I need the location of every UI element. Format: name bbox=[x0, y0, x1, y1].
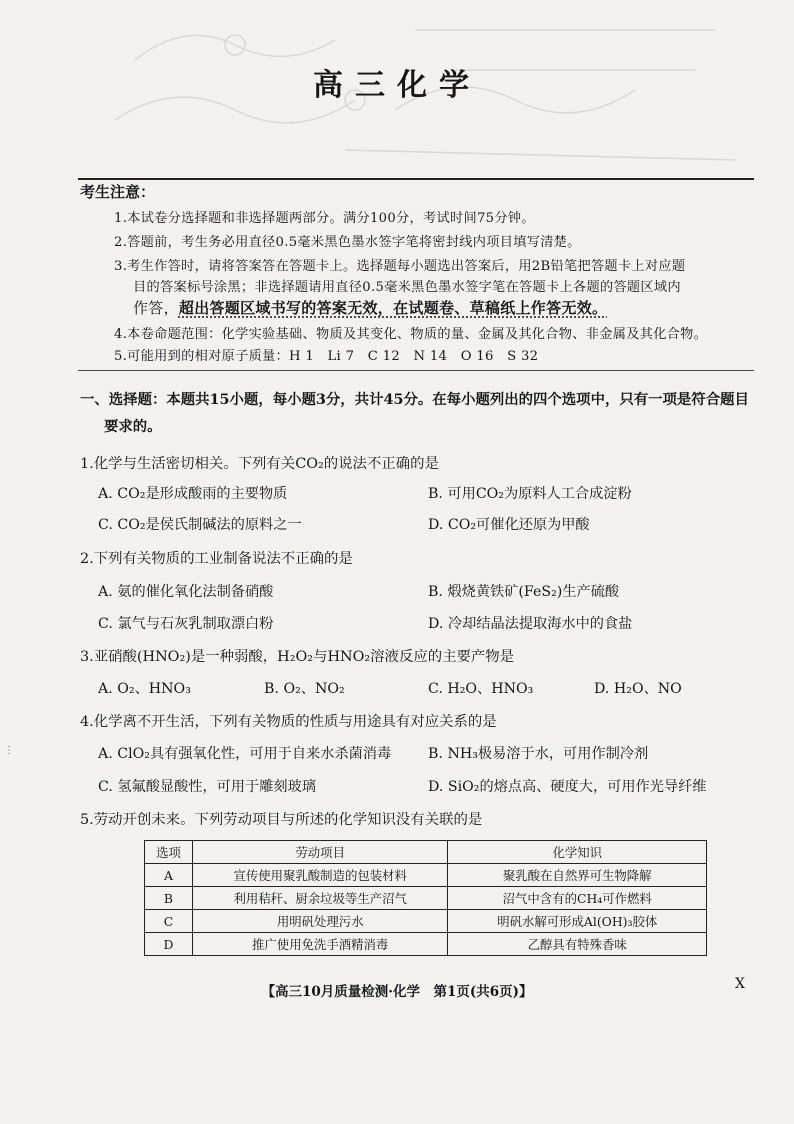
question-4-option-a: A. ClO₂具有强氧化性，可用于自来水杀菌消毒 bbox=[98, 746, 392, 762]
notice-item-3-line-3: 作答，超出答题区域书写的答案无效，在试题卷、草稿纸上作答无效。 bbox=[133, 299, 608, 317]
question-4-option-d: D. SiO₂的熔点高、硬度大，可用作光导纤维 bbox=[428, 779, 707, 795]
question-1-stem: 1.化学与生活密切相关。下列有关CO₂的说法不正确的是 bbox=[80, 456, 439, 472]
question-2-option-b: B. 煅烧黄铁矿(FeS₂)生产硫酸 bbox=[428, 584, 620, 600]
question-3-stem: 3.亚硝酸(HNO₂)是一种弱酸，H₂O₂与HNO₂溶液反应的主要产物是 bbox=[80, 649, 515, 665]
table-row bbox=[145, 910, 707, 933]
section-heading: 一、选择题：本题共15小题，每小题3分，共计45分。在每小题列出的四个选项中，只有一项是符合题目 bbox=[80, 391, 749, 408]
question-5-table bbox=[144, 840, 707, 956]
notice-heading: 考生注意： bbox=[80, 183, 156, 201]
notice-item-5: 5.可能用到的相对原子质量：H 1 Li 7 C 12 N 14 O 16 S 32 bbox=[114, 349, 539, 364]
notice-rule bbox=[78, 370, 754, 371]
page-footer: 【高三10月质量检测·化学 第1页(共6页)】 bbox=[261, 984, 533, 1000]
table-header-cell: 选项 bbox=[145, 841, 193, 864]
question-4-option-c: C. 氢氟酸显酸性，可用于雕刻玻璃 bbox=[98, 779, 316, 795]
notice-item-4: 4.本卷命题范围：化学实验基础、物质及其变化、物质的量、金属及其化合物、非金属及其化合物。 bbox=[114, 327, 708, 342]
page-title: 高三化学 bbox=[313, 68, 481, 103]
header-rule bbox=[78, 178, 754, 180]
question-1-option-d: D. CO₂可催化还原为甲酸 bbox=[428, 517, 590, 533]
table-row bbox=[145, 864, 707, 887]
table-cell: 乙醇具有特殊香味 bbox=[448, 933, 707, 956]
table-cell: B bbox=[145, 887, 193, 910]
notice-item-3-line-2: 目的答案标号涂黑；非选择题请用直径0.5毫米黑色墨水签字笔在答题卡上各题的答题区域内 bbox=[133, 280, 681, 295]
table-cell: 沼气中含有的CH₄可作燃料 bbox=[448, 887, 707, 910]
question-4-stem: 4.化学离不开生活，下列有关物质的性质与用途具有对应关系的是 bbox=[80, 714, 497, 730]
table-header-row bbox=[145, 841, 707, 864]
margin-tick-icon: ⋮ bbox=[4, 745, 14, 756]
notice-item-3: 3.考生作答时，请将答案答在答题卡上。选择题每小题选出答案后，用2B铅笔把答题卡上对应题 bbox=[114, 259, 686, 274]
question-5-stem: 5.劳动开创未来。下列劳动项目与所述的化学知识没有关联的是 bbox=[80, 812, 483, 828]
question-1-option-c: C. CO₂是侯氏制碱法的原料之一 bbox=[98, 517, 302, 533]
table-cell: 聚乳酸在自然界可生物降解 bbox=[448, 864, 707, 887]
corner-mark: X bbox=[735, 976, 745, 992]
question-2-stem: 2.下列有关物质的工业制备说法不正确的是 bbox=[80, 551, 353, 567]
table-header-cell: 劳动项目 bbox=[192, 841, 448, 864]
table-row bbox=[145, 933, 707, 956]
question-3-option-a: A. O₂、HNO₃ bbox=[98, 681, 191, 697]
table-cell: 推广使用免洗手酒精消毒 bbox=[192, 933, 448, 956]
notice-item-1: 1.本试卷分选择题和非选择题两部分。满分100分，考试时间75分钟。 bbox=[114, 211, 535, 226]
question-2-option-c: C. 氯气与石灰乳制取漂白粉 bbox=[98, 616, 274, 632]
table-row bbox=[145, 887, 707, 910]
question-3-option-d: D. H₂O、NO bbox=[594, 681, 682, 697]
notice-item-2: 2.答题前，考生务必用直径0.5毫米黑色墨水签字笔将密封线内项目填写清楚。 bbox=[114, 235, 581, 250]
table-cell: A bbox=[145, 864, 193, 887]
question-3-option-b: B. O₂、NO₂ bbox=[264, 681, 345, 697]
question-2-option-a: A. 氨的催化氧化法制备硝酸 bbox=[98, 584, 274, 600]
table-cell: 用明矾处理污水 bbox=[192, 910, 448, 933]
table-cell: D bbox=[145, 933, 193, 956]
question-2-option-d: D. 冷却结晶法提取海水中的食盐 bbox=[428, 616, 633, 632]
table-cell: 明矾水解可形成Al(OH)₃胶体 bbox=[448, 910, 707, 933]
table-cell: C bbox=[145, 910, 193, 933]
table-cell: 利用秸秆、厨余垃圾等生产沼气 bbox=[192, 887, 448, 910]
table-header-cell: 化学知识 bbox=[448, 841, 707, 864]
section-heading-line-2: 要求的。 bbox=[104, 418, 162, 435]
question-3-option-c: C. H₂O、HNO₃ bbox=[428, 681, 534, 697]
emphasis-text: 超出答题区域书写的答案无效，在试题卷、草稿纸上作答无效。 bbox=[178, 299, 608, 317]
question-1-option-a: A. CO₂是形成酸雨的主要物质 bbox=[98, 486, 288, 502]
question-4-option-b: B. NH₃极易溶于水，可用作制冷剂 bbox=[428, 746, 649, 762]
table-cell: 宣传使用聚乳酸制造的包装材料 bbox=[192, 864, 448, 887]
question-1-option-b: B. 可用CO₂为原料人工合成淀粉 bbox=[428, 486, 632, 502]
